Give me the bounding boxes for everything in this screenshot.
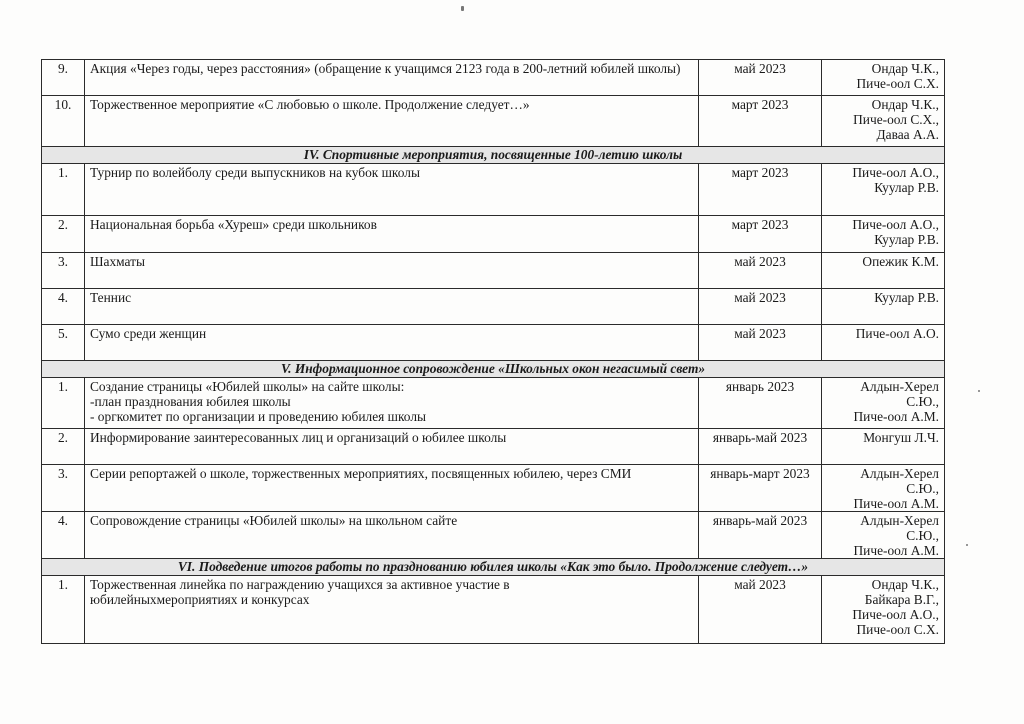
description-line: Создание страницы «Юбилей школы» на сайте школы:	[90, 379, 405, 394]
responsible-name: Пиче-оол А.М.	[853, 543, 939, 558]
responsible-name: Пиче-оол С.Х.,	[853, 112, 939, 127]
event-description	[85, 576, 699, 644]
section-title: V. Информационное сопровождение «Школьных окон негасимый свет»	[42, 361, 945, 378]
event-description: Акция «Через годы, через расстояния» (обращение к учащимся 2123 года в 200-летний юбилей школы)	[85, 60, 699, 96]
table-row	[42, 164, 945, 216]
responsible-persons	[822, 253, 945, 289]
responsible-name: Пиче-оол А.О.,	[852, 217, 939, 232]
scan-speck	[461, 6, 464, 11]
table-row	[42, 378, 945, 429]
event-description	[85, 378, 699, 429]
event-description: Серии репортажей о школе, торжественных мероприятиях, посвященных юбилею, через СМИ	[85, 465, 699, 512]
responsible-name: Пиче-оол А.О.	[855, 326, 939, 341]
section-header-sports	[42, 147, 945, 164]
table-row	[42, 576, 945, 644]
responsible-persons	[822, 96, 945, 147]
event-description: Сопровождение страницы «Юбилей школы» на школьном сайте	[85, 512, 699, 559]
responsible-name: Алдын-Херел С.Ю.,	[860, 379, 939, 409]
responsible-name: Куулар Р.В.	[874, 290, 939, 305]
responsible-name: Куулар Р.В.	[874, 180, 939, 195]
row-number: 10.	[42, 96, 85, 147]
event-plan-table	[41, 59, 945, 644]
responsible-name: Ондар Ч.К.,	[871, 97, 939, 112]
event-date: март 2023	[699, 96, 822, 147]
section-header-results	[42, 559, 945, 576]
responsible-name: Пиче-оол А.М.	[853, 409, 939, 424]
responsible-name: Пиче-оол А.М.	[853, 496, 939, 511]
event-date: январь 2023	[699, 378, 822, 429]
event-description: Национальная борьба «Хуреш» среди школьников	[85, 216, 699, 253]
responsible-persons	[822, 325, 945, 361]
responsible-name: Опежик К.М.	[862, 254, 939, 269]
responsible-persons	[822, 289, 945, 325]
table-row	[42, 325, 945, 361]
section-title: IV. Спортивные мероприятия, посвященные 100-летию школы	[42, 147, 945, 164]
row-number: 1.	[42, 576, 85, 644]
responsible-persons	[822, 576, 945, 644]
row-number: 4.	[42, 512, 85, 559]
table-row	[42, 96, 945, 147]
responsible-name: Алдын-Херел С.Ю.,	[860, 466, 939, 496]
event-description: Шахматы	[85, 253, 699, 289]
event-date: март 2023	[699, 164, 822, 216]
responsible-persons	[822, 164, 945, 216]
event-date: май 2023	[699, 60, 822, 96]
responsible-persons	[822, 465, 945, 512]
event-date: май 2023	[699, 576, 822, 644]
event-date: январь-март 2023	[699, 465, 822, 512]
responsible-name: Даваа А.А.	[876, 127, 939, 142]
row-number: 4.	[42, 289, 85, 325]
responsible-name: Байкара В.Г.,	[864, 592, 939, 607]
table-row	[42, 253, 945, 289]
event-date: май 2023	[699, 253, 822, 289]
scan-speck	[966, 544, 968, 546]
event-description: Торжественное мероприятие «С любовью о школе. Продолжение следует…»	[85, 96, 699, 147]
table-row	[42, 465, 945, 512]
responsible-name: Ондар Ч.К.,	[871, 577, 939, 592]
description-line: -план празднования юбилея школы	[90, 394, 291, 409]
responsible-name: Ондар Ч.К.,	[871, 61, 939, 76]
event-date: январь-май 2023	[699, 429, 822, 465]
responsible-persons	[822, 216, 945, 253]
row-number: 2.	[42, 429, 85, 465]
row-number: 2.	[42, 216, 85, 253]
responsible-persons	[822, 60, 945, 96]
event-date: май 2023	[699, 289, 822, 325]
section-title: VI. Подведение итогов работы по празднованию юбилея школы «Как это было. Продолжение следует…»	[42, 559, 945, 576]
responsible-persons	[822, 429, 945, 465]
event-date: май 2023	[699, 325, 822, 361]
description-line: Торжественная линейка по награждению учащихся за активное участие в	[90, 577, 510, 592]
responsible-name: Монгуш Л.Ч.	[863, 430, 939, 445]
row-number: 1.	[42, 164, 85, 216]
event-description: Теннис	[85, 289, 699, 325]
responsible-name: Куулар Р.В.	[874, 232, 939, 247]
responsible-name: Пиче-оол С.Х.	[856, 76, 939, 91]
table-row	[42, 512, 945, 559]
scan-speck	[978, 390, 980, 392]
description-line: - оргкомитет по организации и проведению юбилея школы	[90, 409, 427, 424]
table-row	[42, 216, 945, 253]
table-row	[42, 60, 945, 96]
row-number: 1.	[42, 378, 85, 429]
event-description: Сумо среди женщин	[85, 325, 699, 361]
responsible-name: Пиче-оол А.О.,	[852, 165, 939, 180]
event-date: март 2023	[699, 216, 822, 253]
row-number: 3.	[42, 253, 85, 289]
responsible-name: Алдын-Херел С.Ю.,	[860, 513, 939, 543]
table-row	[42, 429, 945, 465]
event-description: Информирование заинтересованных лиц и организаций о юбилее школы	[85, 429, 699, 465]
responsible-name: Пиче-оол С.Х.	[856, 622, 939, 637]
responsible-persons	[822, 378, 945, 429]
event-date: январь-май 2023	[699, 512, 822, 559]
description-line: юбилейныхмероприятиях и конкурсах	[90, 592, 310, 607]
row-number: 9.	[42, 60, 85, 96]
row-number: 5.	[42, 325, 85, 361]
responsible-persons	[822, 512, 945, 559]
event-description: Турнир по волейболу среди выпускников на кубок школы	[85, 164, 699, 216]
table-row	[42, 289, 945, 325]
responsible-name: Пиче-оол А.О.,	[852, 607, 939, 622]
section-header-information	[42, 361, 945, 378]
row-number: 3.	[42, 465, 85, 512]
